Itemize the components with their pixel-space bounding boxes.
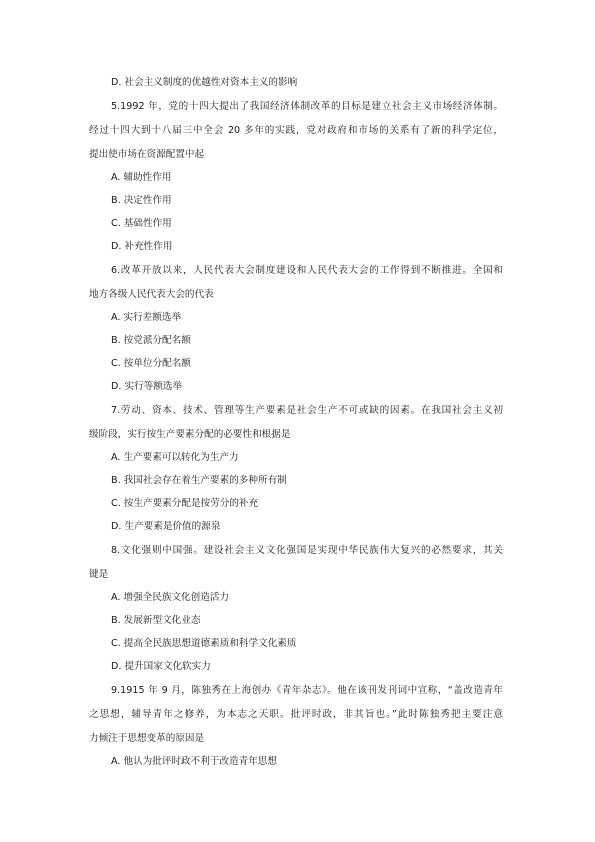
q7-option-d: D. 生产要素是价值的源泉: [111, 521, 221, 532]
q8-option-d: D. 提升国家文化软实力: [111, 661, 211, 672]
q9-stem-line-2: 之思想，辅导青年之修养，为本志之天职。批评时政，非其旨也。”此时陈独秀把主要注意: [89, 709, 503, 720]
q6-stem-line-1: 6.改革开放以来，人民代表大会制度建设和人民代表大会的工作得到不断推进。全国和: [111, 265, 503, 276]
q6-option-c: C. 按单位分配名额: [111, 358, 191, 369]
q8-stem-line-1: 8.文化强则中国强。建设社会主义文化强国是实现中华民族伟大复兴的必然要求，其关: [111, 545, 503, 556]
q7-stem-line-2: 级阶段，实行按生产要素分配的必要性和根据是: [89, 429, 291, 440]
q9-stem-line-1: 9.1915 年 9 月，陈独秀在上海创办《青年杂志》。他在该刊发刊词中宣称，“盖改造青年: [111, 685, 503, 696]
q5-stem-line-3: 提出使市场在资源配置中起: [89, 149, 205, 160]
q7-option-b: B. 我国社会存在着生产要素的多种所有制: [111, 475, 287, 486]
q5-stem-line-1: 5.1992 年，党的十四大提出了我国经济体制改革的目标是建立社会主义市场经济体制。: [111, 101, 503, 112]
q8-stem-line-2: 键是: [89, 569, 109, 580]
q6-option-b: B. 按党派分配名额: [111, 335, 191, 346]
q9-stem-line-3: 力倾注于思想变革的原因是: [89, 733, 205, 744]
q5-stem-line-2: 经过十四大到十八届三中全会 20 多年的实践，党对政府和市场的关系有了新的科学定位，: [89, 125, 503, 136]
q6-stem-line-2: 地方各级人民代表大会的代表: [89, 289, 214, 300]
q7-option-c: C. 按生产要素分配是按劳分的补充: [111, 498, 259, 509]
q4-option-d: D. 社会主义制度的优越性对资本主义的影响: [111, 77, 298, 88]
q6-option-a: A. 实行差额选举: [111, 312, 182, 323]
q6-option-d: D. 实行等额选举: [111, 381, 183, 392]
q5-option-c: C. 基础性作用: [111, 218, 172, 229]
q8-option-a: A. 增强全民族文化创造活力: [111, 592, 230, 603]
q7-option-a: A. 生产要素可以转化为生产力: [111, 452, 239, 463]
q5-option-d: D. 补充性作用: [111, 241, 173, 252]
q7-stem-line-1: 7.劳动、资本、技术、管理等生产要素是社会生产不可或缺的因素。在我国社会主义初: [111, 405, 503, 416]
q8-option-b: B. 发展新型文化业态: [111, 615, 201, 626]
q8-option-c: C. 提高全民族思想道德素质和科学文化素质: [111, 638, 297, 649]
q5-option-b: B. 决定性作用: [111, 195, 172, 206]
q9-option-a: A. 他认为批评时政不利于改造青年思想: [111, 756, 277, 767]
q5-option-a: A. 辅助性作用: [111, 172, 172, 183]
